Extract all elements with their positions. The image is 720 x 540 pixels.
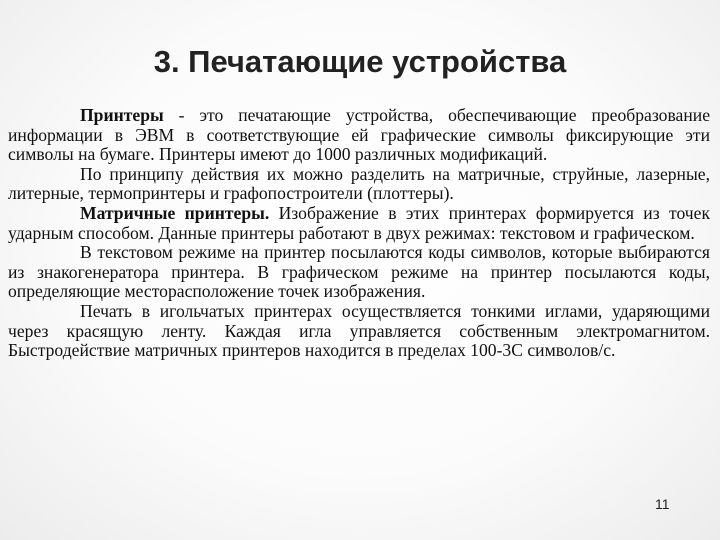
page-number: 11 xyxy=(655,496,670,512)
paragraph-text: Печать в игольчатых принтерах осуществляется тонкими иглами, ударяющими через красящую ленту. Каждая игла управляется собственным электромагнитом. Быстродействие матричных принтеров находится в пределах 100-3С символов/с. xyxy=(8,300,710,361)
term-printers: Принтеры xyxy=(80,105,164,125)
paragraph-text: - это печатающие устройства, обеспечивающие преобразование информации в ЭВМ в соответствующие ей графические символы фиксирующие эти символы на бумаге. Принтеры имеют до 1000 различных модификаций. xyxy=(8,105,710,165)
paragraph-matrix-printers xyxy=(8,204,710,243)
paragraph-needle-printing xyxy=(8,302,710,361)
paragraph-text: По принципу действия их можно разделить на матричные, струйные, лазерные, литерные, термопринтеры и графопостроители (плоттеры). xyxy=(8,163,710,204)
slide-title: 3. Печатающие устройства xyxy=(153,44,567,79)
term-matrix-printers: Матричные принтеры. xyxy=(80,202,270,223)
paragraph-text: Изображение в этих принтерах формируется из точек ударным способом. Данные принтеры работают в двух режимах: текстовом и графическом. xyxy=(8,202,710,243)
slide-body xyxy=(8,106,710,361)
paragraph-printers xyxy=(8,106,710,165)
paragraph-text-mode xyxy=(8,243,710,302)
paragraph-types xyxy=(8,165,710,204)
paragraph-text: В текстовом режиме на принтер посылаются коды символов, которые выбираются из знакогенератора принтера. В графическом режиме на принтер посылаются коды, определяющие месторасположение точек изображения. xyxy=(8,242,710,302)
